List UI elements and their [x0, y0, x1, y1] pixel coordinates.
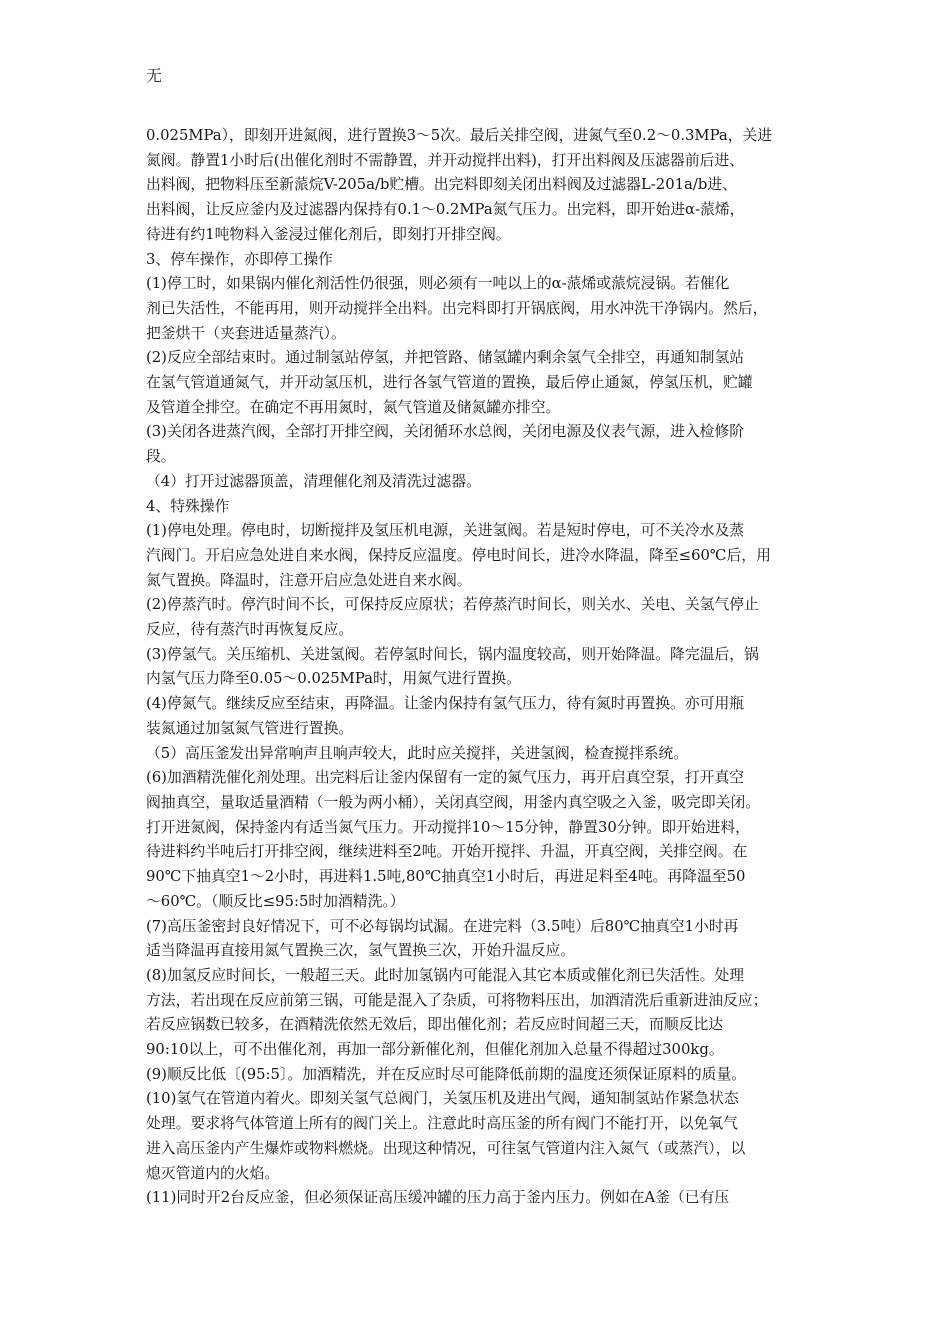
document-body: [146, 124, 810, 1211]
text-line: 打开进氮阀，保持釜内有适当氮气压力。开动搅拌10～15分钟，静置30分钟。即开始进料，: [146, 818, 750, 836]
text-line: （5）高压釜发出异常响声且响声较大，此时应关搅拌，关进氢阀，检查搅拌系统。: [146, 744, 689, 762]
text-line: 内氢气压力降至0.05～0.025MPa时，用氮气进行置换。: [146, 670, 521, 688]
text-line: 待进有约1吨物料入釜浸过催化剂后，即刻打开排空阀。: [146, 225, 511, 243]
text-line: 汽阀门。开启应急处进自来水阀，保持反应温度。停电时间长，进冷水降温，降至≤60℃后，用: [146, 546, 771, 564]
text-line: 进入高压釜内产生爆炸或物料燃烧。出现这种情况，可往氢气管道内注入氮气（或蒸汽），以: [146, 1139, 746, 1157]
text-line: 适当降温再直接用氮气置换三次，氢气置换三次，开始升温反应。: [146, 942, 576, 960]
text-line: 0.025MPa），即刻开进氮阀，进行置换3～5次。最后关排空阀，进氮气至0.2～0.3MPa，关进: [146, 127, 773, 144]
text-line: (9)顺反比低〔(95:5〕。加酒精洗，并在反应时尽可能降低前期的温度还须保证原料的质量。: [146, 1065, 747, 1083]
text-line: 在氢气管道通氮气，并开动氢压机，进行各氢气管道的置换，最后停止通氮，停氢压机，贮罐: [146, 374, 753, 392]
text-line: 方法，若出现在反应前第三锅，可能是混入了杂质，可将物料压出，加酒清洗后重新进油反应；: [146, 991, 768, 1009]
text-line: (1)停电处理。停电时，切断搅拌及氢压机电源，关进氢阀。若是短时停电，可不关冷水及蒸: [146, 522, 745, 540]
text-line: 若反应锅数已较多，在酒精洗依然无效后，即出催化剂；若反应时间超三天，而顺反比达: [146, 1016, 724, 1034]
text-line: (1)停工时，如果锅内催化剂活性仍很强，则必须有一吨以上的α-蒎烯或蒎烷浸锅。若催化: [146, 275, 730, 293]
text-line: 出料阀，把物料压至新蒎烷V-205a/b贮槽。出完料即刻关闭出料阀及过滤器L-201a/b进、: [146, 176, 737, 194]
text-line: 熄灭管道内的火焰。: [146, 1164, 280, 1182]
text-line: 反应，待有蒸汽时再恢复反应。: [146, 621, 354, 639]
text-line: ～60℃。（顺反比≤95:5时加酒精洗。）: [146, 892, 405, 910]
text-line: (8)加氢反应时间长，一般超三天。此时加氢锅内可能混入其它本质或催化剂已失活性。处理: [146, 966, 745, 984]
text-line: 装氮通过加氢氮气管进行置换。: [146, 719, 354, 737]
text-line: (10)氢气在管道内着火。即刻关氢气总阀门，关氢压机及进出气阀，通知制氢站作紧急状态: [146, 1090, 739, 1108]
text-line: (11)同时开2台反应釜，但必须保证高压缓冲罐的压力高于釜内压力。例如在A釜（已有压: [146, 1189, 730, 1207]
text-line: 待进料约半吨后打开排空阀，继续进料至2吨。开始开搅拌、升温，开真空阀，关排空阀。在: [146, 843, 748, 861]
text-line: 4、特殊操作: [146, 497, 230, 515]
text-line: (2)反应全部结束时。通过制氢站停氢，并把管路、储氢罐内剩余氢气全排空，再通知制氢站: [146, 349, 745, 367]
text-line: 90℃下抽真空1～2小时，再进料1.5吨,80℃抽真空1小时后，再进足料至4吨。再降温至50: [146, 868, 746, 886]
text-line: 段。: [146, 448, 176, 466]
text-line: (3)停氢气。关压缩机、关进氢阀。若停氢时间长，锅内温度较高，则开始降温。降完温后，锅: [146, 645, 759, 663]
text-line: 90:10以上，可不出催化剂，再加一部分新催化剂，但催化剂加入总量不得超过300kg。: [146, 1041, 724, 1059]
text-line: (4)停氮气。继续反应至结束，再降温。让釜内保持有氢气压力，待有氮时再置换。亦可用瓶: [146, 695, 745, 713]
text-line: 氮阀。静置1小时后(出催化剂时不需静置，并开动搅拌出料)，打开出料阀及压滤器前后进、: [146, 151, 745, 169]
text-line: (3)关闭各进蒸汽阀，全部打开排空阀，关闭循环水总阀，关闭电源及仪表气源，进入检修阶: [146, 423, 745, 441]
text-line: (7)高压釜密封良好情况下，可不必每锅均试漏。在进完料（3.5吨）后80℃抽真空1小时再: [146, 917, 739, 935]
text-line: (2)停蒸汽时。停汽时间不长，可保持反应原状；若停蒸汽时间长，则关水、关电、关氢气停止: [146, 596, 759, 614]
text-line: 剂已失活性，不能再用，则开动搅拌全出料。出完料即打开锅底阀，用水冲洗干净锅内。然后，: [146, 299, 768, 317]
text-line: (6)加酒精洗催化剂处理。出完料后让釜内保留有一定的氮气压力，再开启真空泵，打开真空: [146, 769, 745, 787]
text-line: 出料阀，让反应釜内及过滤器内保持有0.1～0.2MPa氮气压力。出完料，即开始进α-蒎烯，: [146, 201, 745, 219]
text-line: 3、停车操作，亦即停工操作: [146, 250, 333, 268]
text-line: （4）打开过滤器顶盖，清理催化剂及清洗过滤器。: [146, 472, 481, 490]
text-line: 处理。要求将气体管道上所有的阀门关上。注意此时高压釜的所有阀门不能打开，以免氧气: [146, 1115, 738, 1133]
text-line: 及管道全排空。在确定不再用氮时，氮气管道及储氮罐亦排空。: [146, 398, 561, 416]
text-line: 把釜烘干（夹套进适量蒸汽）。: [146, 324, 346, 342]
page-header: 无: [146, 66, 163, 85]
text-line: 氮气置换。降温时，注意开启应急处进自来水阀。: [146, 571, 472, 589]
text-line: 阀抽真空，量取适量酒精（一般为两小桶），关闭真空阀，用釜内真空吸之入釜，吸完即关闭。: [146, 793, 761, 811]
